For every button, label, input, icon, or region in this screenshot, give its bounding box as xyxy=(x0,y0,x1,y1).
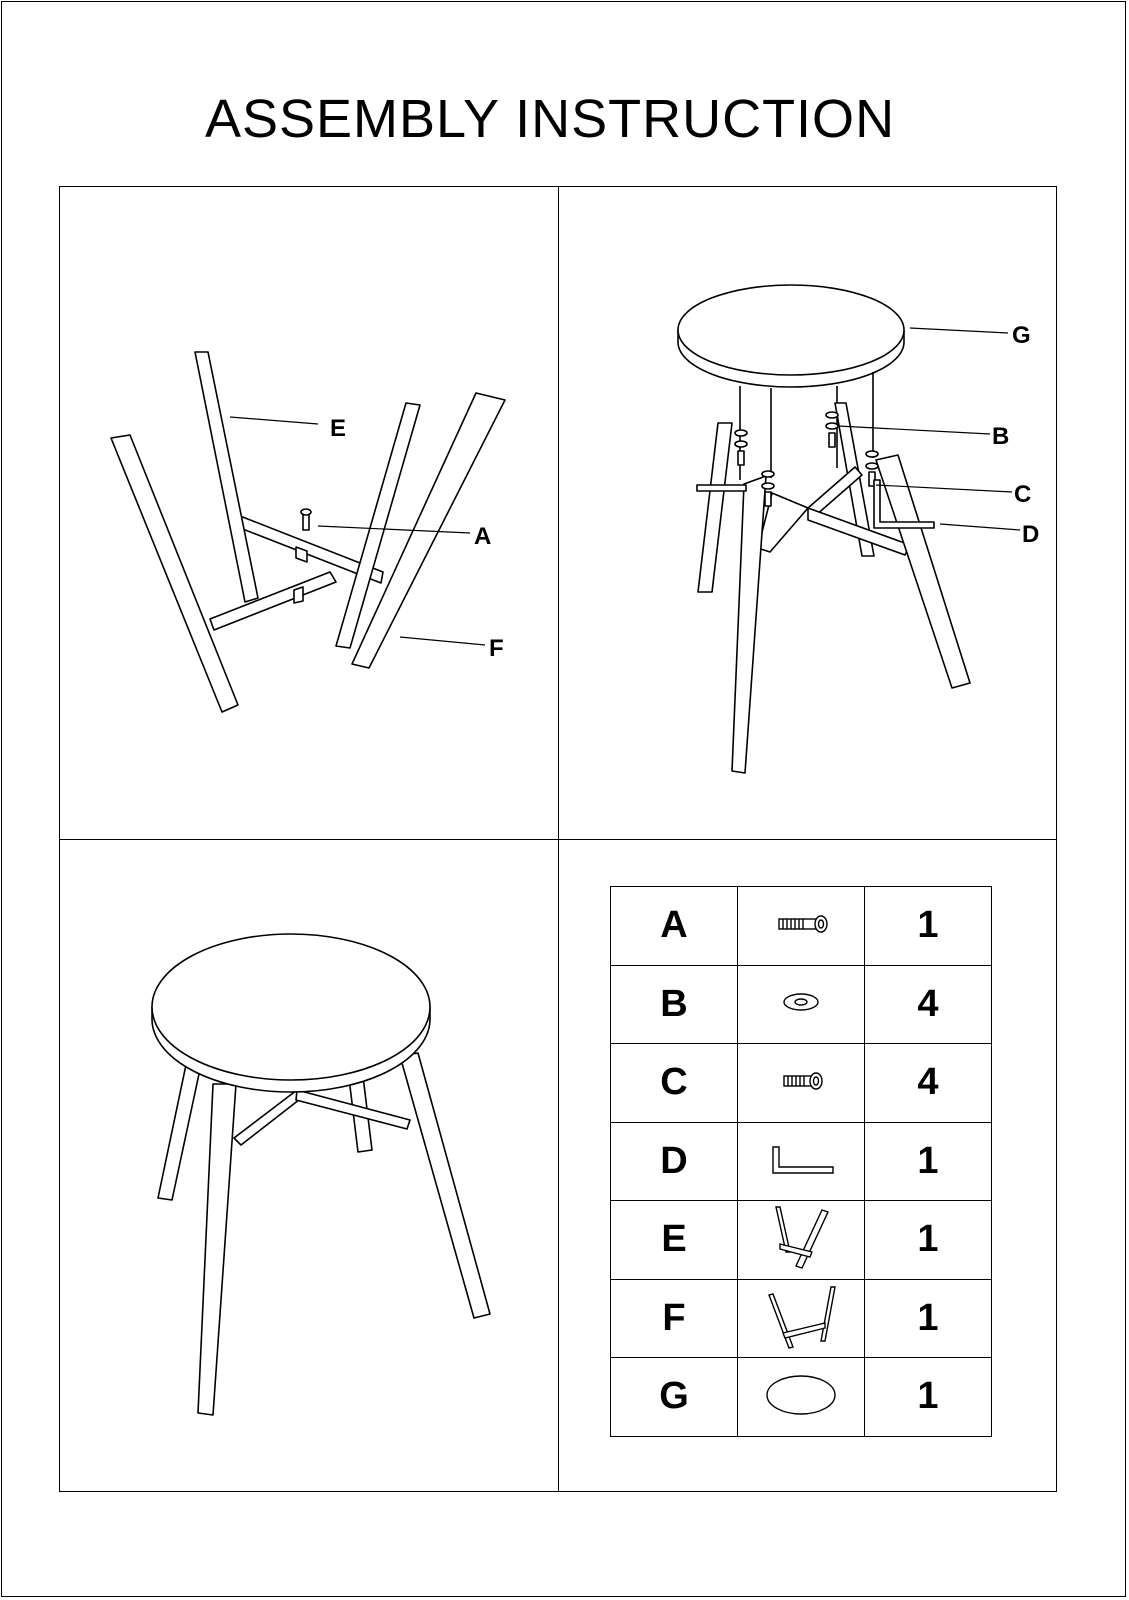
allen-key-icon xyxy=(761,1139,841,1179)
table-row xyxy=(611,1044,992,1123)
part-letter: E xyxy=(611,1201,738,1280)
parts-table xyxy=(610,886,992,1437)
part-letter: A xyxy=(611,887,738,966)
part-quantity: 4 xyxy=(865,1044,992,1123)
part-quantity: 1 xyxy=(865,1122,992,1201)
leg-frame-e-icon xyxy=(766,1202,836,1272)
table-row xyxy=(611,1122,992,1201)
table-row xyxy=(611,1201,992,1280)
table-row xyxy=(611,887,992,966)
assembled-front-leg-left xyxy=(198,1084,236,1415)
page-title: ASSEMBLY INSTRUCTION xyxy=(204,89,896,149)
label-e: E xyxy=(330,415,347,442)
part-letter: B xyxy=(611,965,738,1044)
part-quantity: 1 xyxy=(865,887,992,966)
label-f: F xyxy=(489,635,504,662)
label-d: D xyxy=(1022,521,1040,548)
assembled-front-leg-right xyxy=(400,1053,490,1318)
part-letter: F xyxy=(611,1279,738,1358)
table-row xyxy=(611,1279,992,1358)
round-seat-icon xyxy=(761,1369,841,1419)
part-letter: G xyxy=(611,1358,738,1437)
part-quantity: 1 xyxy=(865,1201,992,1280)
leg-frame-f-icon xyxy=(763,1281,839,1351)
washer-icon xyxy=(776,987,826,1017)
part-quantity: 1 xyxy=(865,1279,992,1358)
part-quantity: 4 xyxy=(865,965,992,1044)
table-row xyxy=(611,965,992,1044)
assembled-back-leg-left xyxy=(158,1060,202,1200)
label-b: B xyxy=(992,423,1010,450)
table-row xyxy=(611,1358,992,1437)
part-quantity: 1 xyxy=(865,1358,992,1437)
label-c: C xyxy=(1014,481,1032,508)
label-a: A xyxy=(474,523,492,550)
short-bolt-icon xyxy=(776,1065,826,1095)
assembled-seat-top xyxy=(152,934,430,1080)
long-bolt-icon xyxy=(771,908,831,938)
part-letter: D xyxy=(611,1122,738,1201)
part-letter: C xyxy=(611,1044,738,1123)
label-g: G xyxy=(1012,322,1031,349)
